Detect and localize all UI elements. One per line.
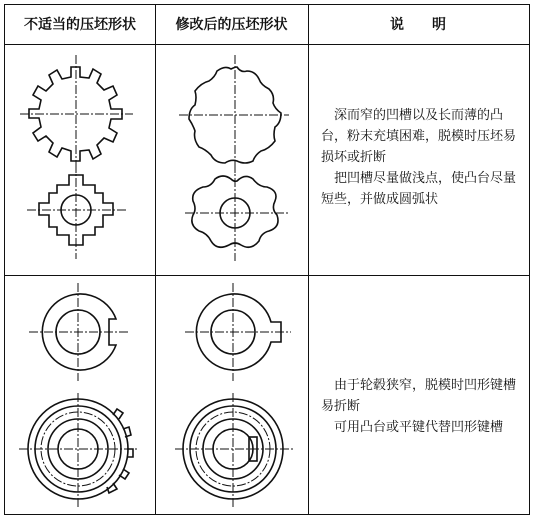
- modified-gear-figures: [155, 45, 308, 275]
- shape-table: [4, 4, 530, 515]
- modified-hub-figures: [155, 277, 308, 515]
- row2-explanation: [321, 375, 521, 438]
- row-divider: [5, 275, 529, 276]
- column-divider: [308, 5, 309, 514]
- row1-explanation: [321, 105, 521, 210]
- row2-explanation-paragraph: 由于轮毂狭窄，脱模时凹形键槽易折断: [321, 378, 517, 414]
- row1-explanation-paragraph: 深而窄的凹槽以及长而薄的凸台，粉末充填困难，脱模时压坯易损坏或折断: [321, 108, 517, 165]
- improper-hub-figures: [5, 277, 155, 515]
- header-improper-shape: 不适当的压坯形状: [24, 17, 136, 33]
- header-modified-shape: 修改后的压坯形状: [175, 17, 288, 33]
- row2-explanation-paragraph: 可用凸台或平键代替凹形键槽: [334, 420, 504, 435]
- table-header: [5, 5, 529, 45]
- improper-gear-figures: [5, 45, 155, 275]
- header-explanation: 说 明: [390, 17, 446, 33]
- row1-explanation-paragraph: 把凹槽尽量做浅点，使凸台尽量短些，并做成圆弧状: [321, 171, 517, 207]
